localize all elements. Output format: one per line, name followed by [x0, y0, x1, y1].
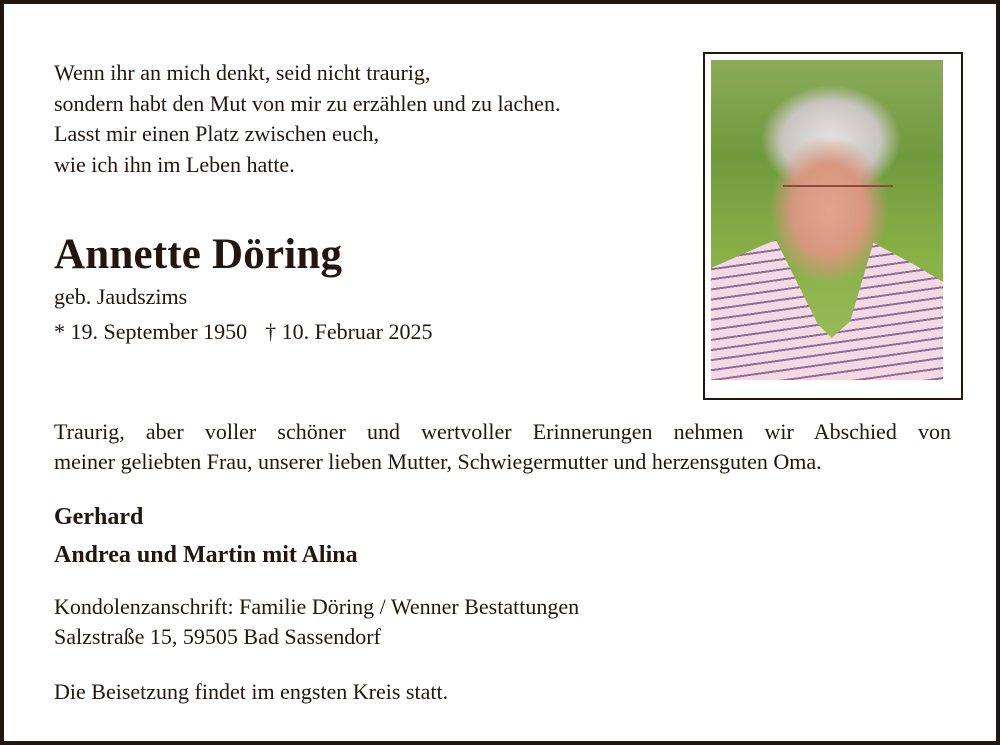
- burial-note: Die Beisetzung findet im engsten Kreis statt.: [54, 679, 449, 704]
- portrait-photo: [711, 60, 943, 380]
- condolence-line: Kondolenzanschrift: Familie Döring / Wenner Bestattungen: [54, 594, 580, 619]
- farewell-line: meiner geliebten Frau, unserer lieben Mutter, Schwiegermutter und herzensguten Oma.: [54, 449, 822, 474]
- poem-line: Lasst mir einen Platz zwischen euch,: [54, 121, 380, 146]
- poem-line: sondern habt den Mut von mir zu erzählen und zu lachen.: [54, 90, 561, 116]
- birth-date: * 19. September 1950: [54, 319, 248, 344]
- mourner-name: Andrea und Martin mit Alina: [54, 542, 358, 568]
- life-dates: [54, 319, 433, 345]
- birth-name: geb. Jaudszims: [54, 284, 188, 309]
- glasses-detail: [783, 185, 893, 199]
- mourner-name: Gerhard: [54, 504, 144, 530]
- poem-line: wie ich ihn im Leben hatte.: [54, 151, 295, 177]
- striped-shirt: [711, 240, 943, 380]
- portrait-frame: [703, 52, 963, 400]
- condolence-line: Salzstraße 15, 59505 Bad Sassendorf: [54, 624, 381, 649]
- mourners: [54, 498, 358, 574]
- poem-line: Wenn ihr an mich denkt, seid nicht traurig,: [54, 60, 431, 85]
- condolence-address: [54, 592, 579, 652]
- farewell-text: [54, 417, 951, 477]
- farewell-line: Traurig, aber voller schöner und wertvoller Erinnerungen nehmen wir Abschied von: [54, 419, 951, 444]
- death-date: † 10. Februar 2025: [265, 319, 433, 344]
- memorial-poem: [54, 58, 560, 180]
- deceased-name: Annette Döring: [54, 231, 343, 278]
